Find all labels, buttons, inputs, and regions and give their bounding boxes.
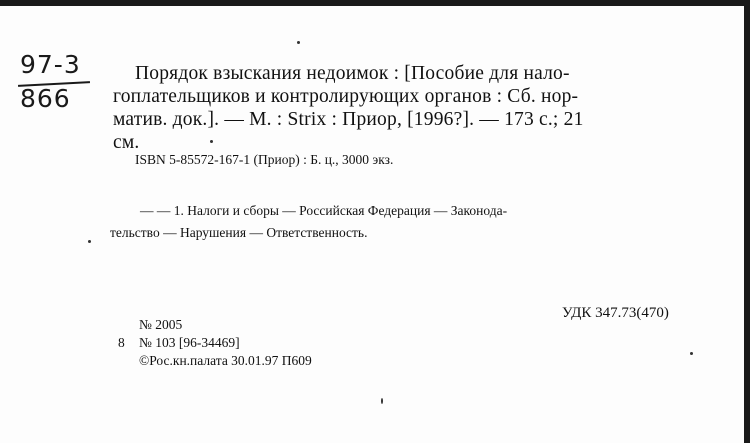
scan-edge-right: [744, 0, 750, 443]
scan-speck: [381, 398, 383, 404]
subject-headings: [110, 200, 690, 244]
number-2: № 103 [96-34469]: [139, 335, 240, 350]
scan-speck: [210, 140, 213, 143]
scan-speck: [297, 41, 300, 44]
subject-line: тельство — Нарушения — Ответственность.: [110, 225, 368, 240]
scan-speck: [690, 352, 693, 355]
title-line: гоплательщиков и контролирующих органов : Сб. нор-: [113, 86, 579, 107]
isbn-line: ISBN 5-85572-167-1 (Приор) : Б. ц., 3000 экз.: [135, 152, 394, 167]
registry-numbers: [118, 316, 312, 370]
scan-speck: [88, 240, 91, 243]
title-line: Порядок взыскания недоимок : [Пособие для нало-: [135, 63, 570, 84]
bibliographic-title: [113, 62, 693, 154]
call-number-top: 97-3: [20, 50, 81, 79]
number-1: № 2005: [139, 317, 183, 332]
call-number-bottom: 866: [20, 84, 71, 113]
number-prefix: 8: [118, 335, 125, 350]
title-line: см.: [113, 132, 140, 153]
subject-line: — — 1. Налоги и сборы — Российская Федерация — Законода-: [140, 203, 508, 218]
scan-edge-top: [0, 0, 750, 6]
title-line: матив. док.]. — М. : Strix : Приор, [1996?]. — 173 с.; 21: [113, 109, 584, 130]
udk-code: УДК 347.73(470): [562, 305, 669, 321]
book-chamber-stamp: ©Рос.кн.палата 30.01.97 П609: [139, 353, 312, 368]
